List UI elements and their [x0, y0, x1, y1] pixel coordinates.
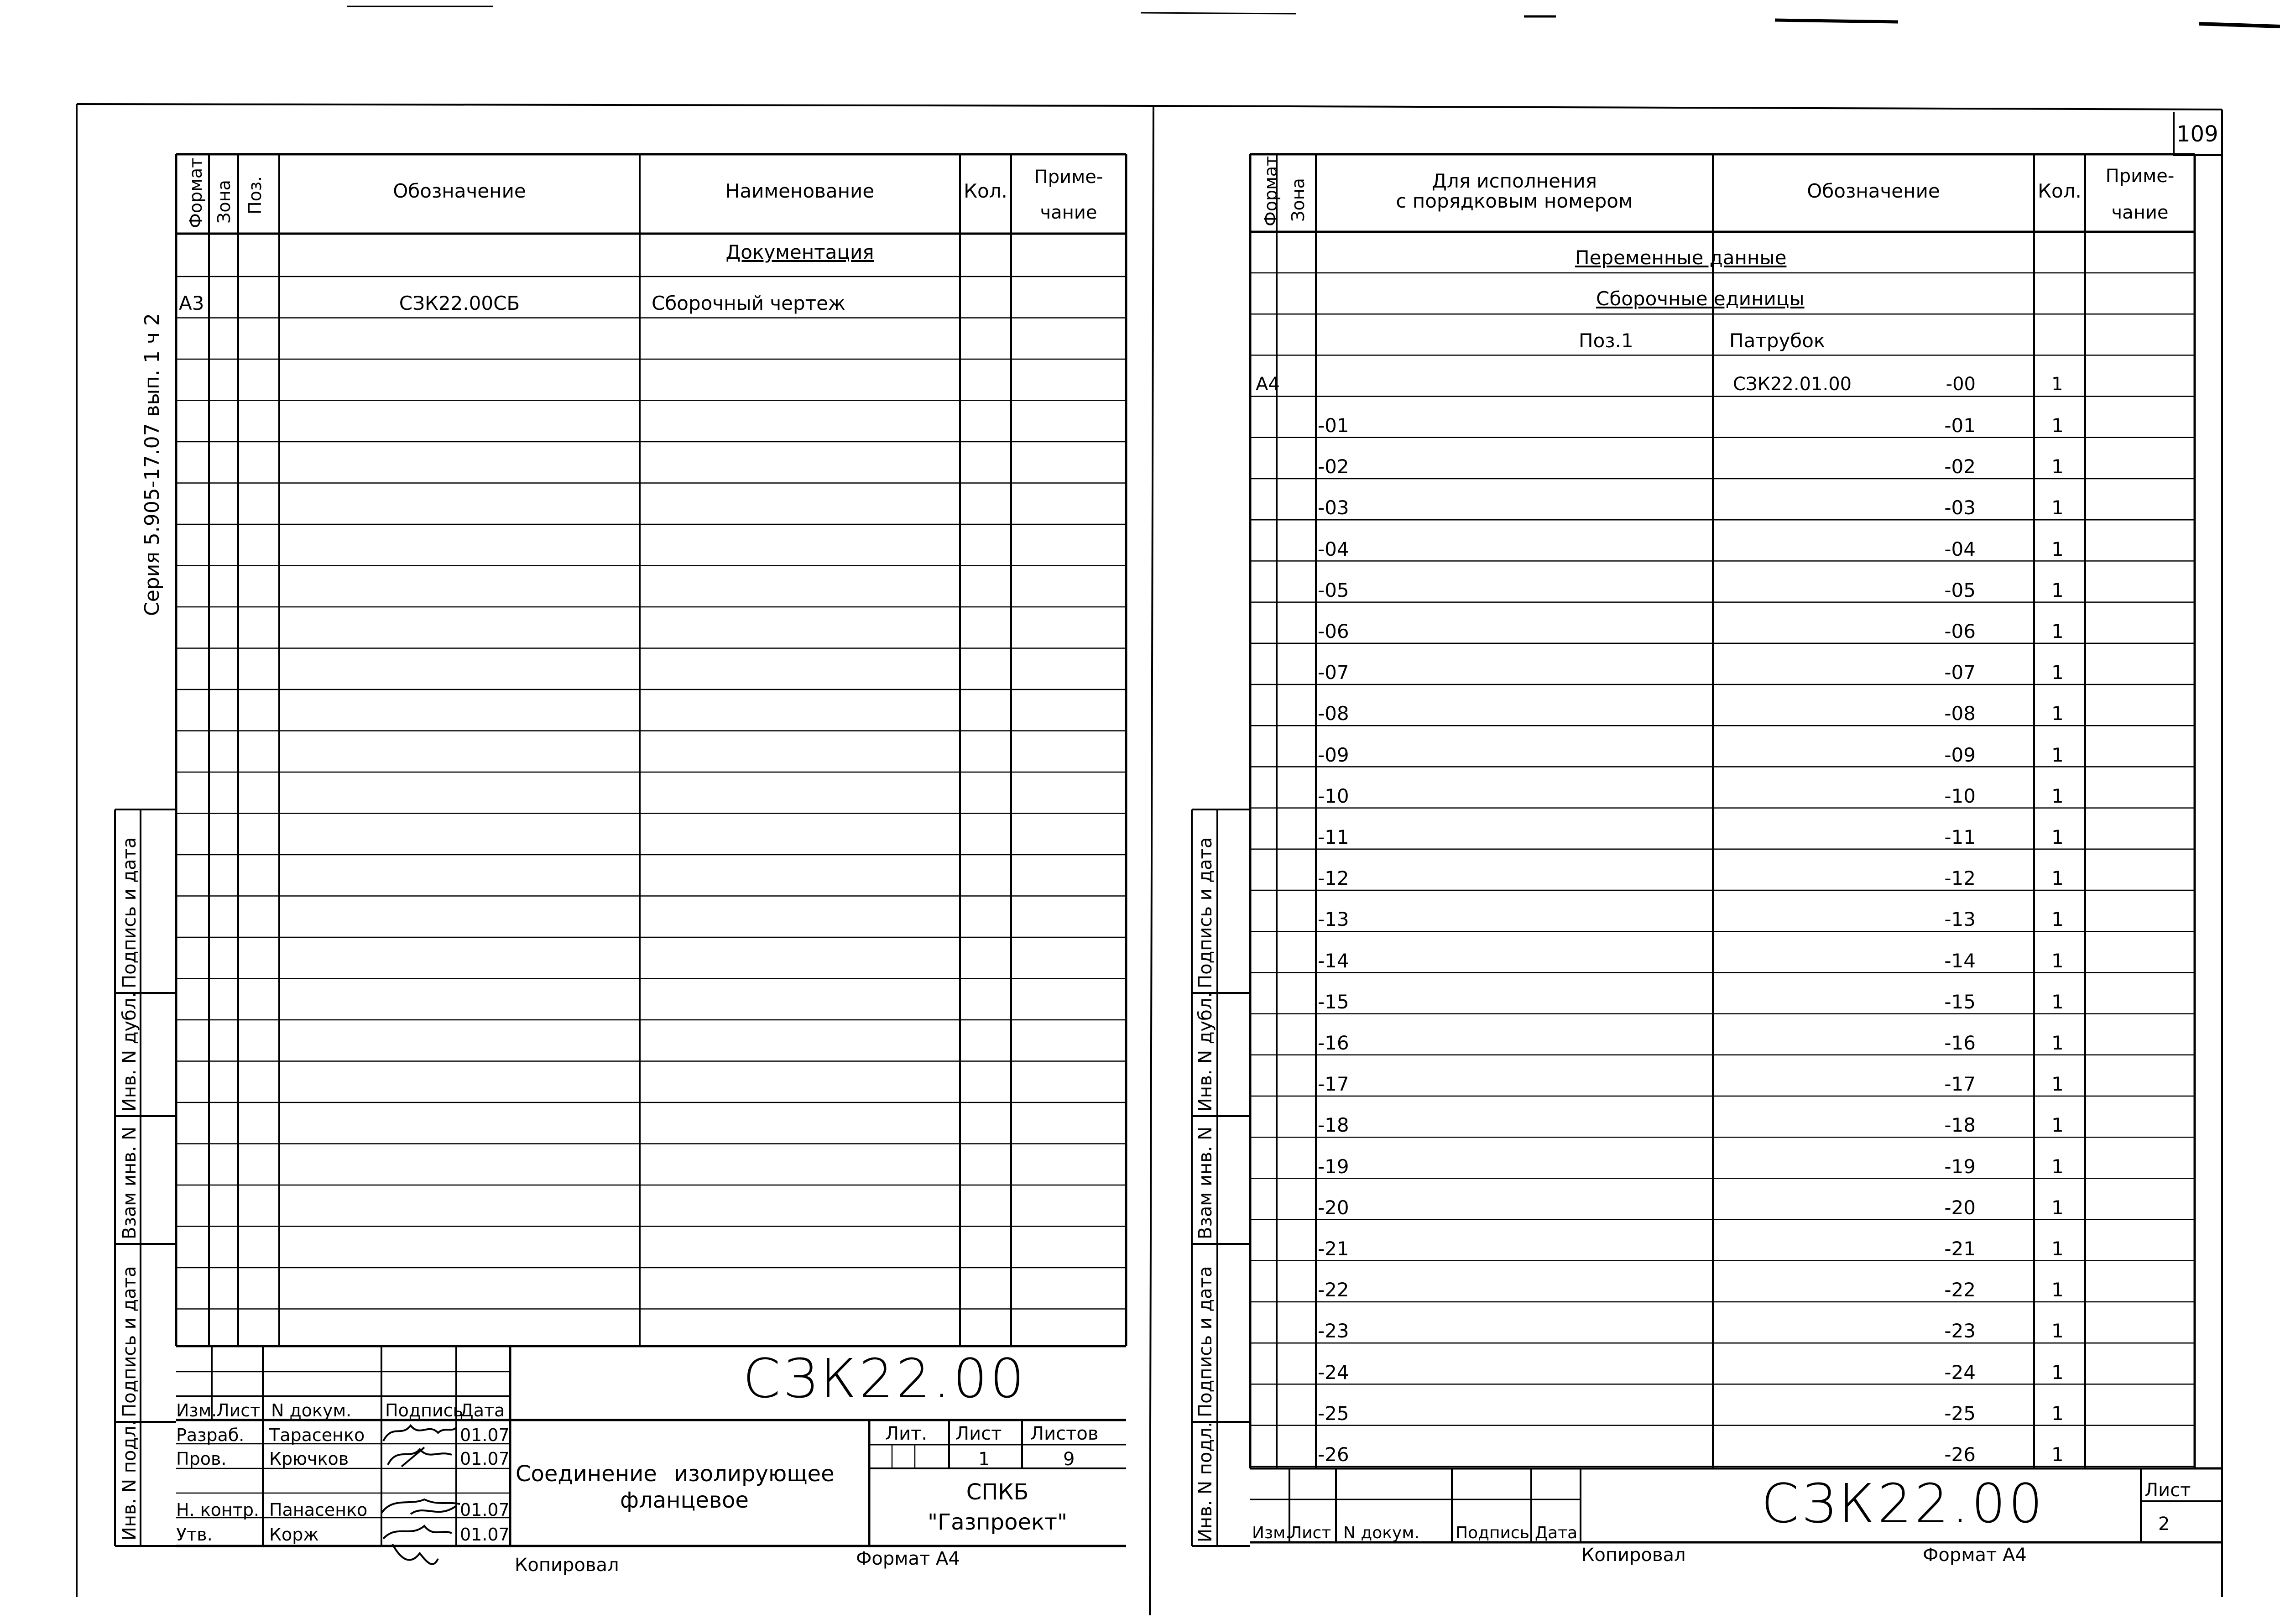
s2-variant-number: -25	[1318, 1402, 1349, 1425]
s2-variant-qty: 1	[2051, 1279, 2064, 1301]
s1-sheets-label: Листов	[1030, 1423, 1099, 1444]
s2-variant-number: -23	[1318, 1320, 1349, 1342]
s1-staff-role: Н. контр.	[176, 1500, 260, 1520]
s2-variant-number: -18	[1318, 1114, 1349, 1137]
s2-first-qty: 1	[2051, 374, 2063, 395]
s2-variant-qty: 1	[2051, 908, 2064, 931]
s2-variant-number: -16	[1318, 1032, 1349, 1054]
s2-header-designation: Обозначение	[1807, 180, 1940, 202]
s2-variant-number: -02	[1318, 455, 1349, 478]
s1-row-designation: СЗК22.00СБ	[399, 292, 520, 314]
s1-side-label-inv-orig: Инв. N подл.	[119, 1420, 140, 1540]
s2-variant-suffix: -13	[1944, 908, 1976, 931]
s2-variant-suffix: -08	[1944, 702, 1976, 725]
s2-header-note-2: чание	[2111, 202, 2169, 223]
s2-variant-number: -11	[1318, 826, 1349, 848]
s1-header-note-1: Приме-	[1034, 167, 1103, 188]
s1-row-name: Сборочный чертеж	[652, 292, 845, 314]
s2-variant-qty: 1	[2051, 1443, 2064, 1466]
s2-col-sign: Подпись	[1456, 1524, 1529, 1542]
s1-side-label-replace-inv: Взам инв. N	[119, 1126, 140, 1239]
s1-header-format: Формат	[186, 157, 206, 228]
s2-sheet-label: Лист	[2144, 1480, 2191, 1501]
s2-variant-qty: 1	[2051, 496, 2064, 519]
s1-sheet-label: Лист	[955, 1423, 1002, 1444]
s2-variant-suffix: -09	[1944, 743, 1976, 766]
s2-variant-suffix: -01	[1944, 414, 1976, 437]
s2-header-note-1: Приме-	[2105, 166, 2175, 187]
s1-org-line2: "Газпроект"	[927, 1509, 1068, 1535]
s2-variant-suffix: -17	[1944, 1073, 1976, 1096]
s2-variant-number: -06	[1318, 620, 1349, 642]
s2-header-variant-2: с порядковым номером	[1396, 190, 1633, 212]
s2-variant-qty: 1	[2051, 1238, 2064, 1260]
s2-variant-number: -10	[1318, 784, 1349, 807]
s2-side-label-inv-dupl: Инв. N дубл.	[1195, 992, 1216, 1112]
s2-variant-suffix: -24	[1944, 1361, 1976, 1384]
s1-row-format: А3	[179, 292, 204, 314]
s1-staff-name: Корж	[269, 1525, 319, 1545]
s2-col-list: Лист	[1289, 1524, 1331, 1542]
s1-staff-date: 01.07	[460, 1500, 510, 1520]
s2-pos-name: Патрубок	[1729, 329, 1826, 352]
s2-variant-number: -17	[1318, 1073, 1349, 1096]
s2-variant-suffix: -11	[1944, 826, 1976, 848]
s1-header-name: Наименование	[725, 180, 875, 202]
s2-variant-suffix: -20	[1944, 1196, 1976, 1219]
s2-variant-qty: 1	[2051, 1032, 2064, 1054]
s1-header-qty: Кол.	[964, 180, 1007, 202]
s2-variant-number: -26	[1318, 1443, 1349, 1466]
s1-footer-copied: Копировал	[515, 1555, 619, 1576]
s2-section-variable: Переменные данные	[1575, 246, 1787, 269]
s2-first-format: А4	[1256, 374, 1280, 395]
s1-header-zone: Зона	[214, 180, 234, 224]
s2-variant-suffix: -04	[1944, 538, 1976, 560]
s2-variant-qty: 1	[2051, 414, 2064, 437]
s2-variant-suffix: -02	[1944, 455, 1976, 478]
s2-variant-qty: 1	[2051, 784, 2064, 807]
s2-variant-suffix: -06	[1944, 620, 1976, 642]
s2-side-label-sign-date-2: Подпись и дата	[1195, 1266, 1216, 1417]
s2-variant-qty: 1	[2051, 661, 2064, 684]
s2-footer-copied: Копировал	[1581, 1545, 1686, 1566]
s2-variant-number: -22	[1318, 1279, 1349, 1301]
s2-variant-qty: 1	[2051, 1320, 2064, 1342]
s2-pos-label: Поз.1	[1579, 329, 1633, 352]
s2-variant-number: -13	[1318, 908, 1349, 931]
s1-col-list: Лист	[216, 1400, 261, 1420]
s1-title-code: СЗК22.00	[743, 1347, 1027, 1410]
s2-variant-qty: 1	[2051, 1155, 2064, 1178]
s1-staff-role: Пров.	[176, 1449, 227, 1469]
s2-first-designation: СЗК22.01.00	[1733, 374, 1852, 395]
s2-variant-suffix: -19	[1944, 1155, 1976, 1178]
s2-variant-number: -15	[1318, 990, 1349, 1013]
s2-variant-qty: 1	[2051, 620, 2064, 642]
s2-variant-number: -08	[1318, 702, 1349, 725]
s1-col-izm: Изм.	[176, 1400, 217, 1420]
s1-side-label-sign-date-2: Подпись и дата	[119, 1266, 140, 1417]
s2-variant-number: -21	[1318, 1238, 1349, 1260]
s2-variant-number: -09	[1318, 743, 1349, 766]
s2-variant-qty: 1	[2051, 990, 2064, 1013]
s2-variant-number: -04	[1318, 538, 1349, 560]
s1-side-label-sign-date: Подпись и дата	[119, 837, 140, 988]
s2-variant-suffix: -23	[1944, 1320, 1976, 1342]
s2-variant-number: -01	[1318, 414, 1349, 437]
s2-variant-qty: 1	[2051, 743, 2064, 766]
s1-header-designation: Обозначение	[393, 180, 526, 202]
s1-col-date: Дата	[460, 1400, 505, 1420]
side-series-label: Серия 5.905-17.07 вып. 1 ч 2	[141, 313, 164, 616]
s2-variant-qty: 1	[2051, 538, 2064, 560]
s2-variant-qty: 1	[2051, 1073, 2064, 1096]
s2-variant-suffix: -03	[1944, 496, 1976, 519]
s2-first-suffix: -00	[1946, 374, 1976, 395]
s2-variant-qty: 1	[2051, 949, 2064, 972]
s2-variant-number: -07	[1318, 661, 1349, 684]
s2-variant-qty: 1	[2051, 1196, 2064, 1219]
s2-header-qty: Кол.	[2038, 180, 2082, 202]
s1-staff-name: Тарасенко	[269, 1425, 365, 1445]
s2-variant-suffix: -12	[1944, 867, 1976, 890]
s2-variant-qty: 1	[2051, 1361, 2064, 1384]
s1-footer-format: Формат А4	[856, 1548, 960, 1569]
s2-variant-suffix: -18	[1944, 1114, 1976, 1137]
s2-header-format: Формат	[1261, 156, 1281, 226]
s1-lit-label: Лит.	[885, 1423, 928, 1444]
page-number: 109	[2176, 121, 2218, 147]
s1-title-line1: Соединение изолирующее	[516, 1461, 835, 1487]
s2-variant-suffix: -14	[1944, 949, 1976, 972]
s2-variant-number: -14	[1318, 949, 1349, 972]
s1-sheets-value: 9	[1063, 1449, 1075, 1470]
s2-variant-suffix: -15	[1944, 990, 1976, 1013]
s2-side-label-inv-orig: Инв. N подл.	[1195, 1421, 1216, 1542]
s2-side-label-replace-inv: Взам инв. N	[1195, 1126, 1216, 1239]
s2-variant-qty: 1	[2051, 702, 2064, 725]
s2-variant-number: -03	[1318, 496, 1349, 519]
s1-staff-name: Панасенко	[269, 1500, 368, 1520]
s1-col-ndoc: N докум.	[271, 1400, 352, 1420]
s2-variant-suffix: -16	[1944, 1032, 1976, 1054]
s1-staff-role: Утв.	[176, 1525, 213, 1545]
s2-variant-number: -19	[1318, 1155, 1349, 1178]
s2-variant-suffix: -25	[1944, 1402, 1976, 1425]
s2-variant-qty: 1	[2051, 867, 2064, 890]
s2-variant-qty: 1	[2051, 1402, 2064, 1425]
s1-staff-role: Разраб.	[176, 1425, 245, 1445]
s2-variant-suffix: -21	[1944, 1238, 1976, 1260]
s2-section-assembly: Сборочные единицы	[1596, 287, 1805, 310]
s2-variant-number: -20	[1318, 1196, 1349, 1219]
s2-variant-qty: 1	[2051, 1114, 2064, 1137]
sheet1-grid	[115, 154, 1126, 1546]
s2-sheet-value: 2	[2158, 1514, 2170, 1535]
s2-variant-suffix: -05	[1944, 579, 1976, 601]
s1-col-sign: Подпись	[385, 1400, 463, 1420]
s1-header-note-2: чание	[1040, 202, 1097, 223]
s2-col-ndoc: N докум.	[1343, 1524, 1419, 1542]
s2-col-date: Дата	[1535, 1524, 1578, 1542]
s2-title-code: СЗК22.00	[1761, 1472, 2045, 1535]
s2-variant-qty: 1	[2051, 826, 2064, 848]
s1-section-title: Документация	[725, 241, 874, 263]
s1-sheet-value: 1	[978, 1449, 990, 1470]
s1-staff-date: 01.07	[460, 1425, 510, 1445]
s1-side-label-inv-dupl: Инв. N дубл.	[119, 992, 140, 1112]
s1-staff-name: Крючков	[269, 1449, 349, 1469]
s2-variant-qty: 1	[2051, 455, 2064, 478]
s1-staff-date: 01.07	[460, 1525, 510, 1545]
s2-footer-format: Формат А4	[1923, 1545, 2027, 1566]
s1-header-pos: Поз.	[245, 176, 265, 214]
s2-header-variant-1: Для исполнения	[1432, 170, 1597, 192]
s2-variant-number: -05	[1318, 579, 1349, 601]
s2-variant-suffix: -07	[1944, 661, 1976, 684]
s1-staff-date: 01.07	[460, 1449, 510, 1469]
s1-title-line2: фланцевое	[620, 1488, 749, 1513]
s2-col-izm: Изм.	[1252, 1524, 1291, 1542]
s2-header-zone: Зона	[1288, 178, 1308, 222]
s2-variant-suffix: -10	[1944, 784, 1976, 807]
s2-variant-number: -12	[1318, 867, 1349, 890]
s2-variant-suffix: -26	[1944, 1443, 1976, 1466]
s2-variant-qty: 1	[2051, 579, 2064, 601]
s2-variant-number: -24	[1318, 1361, 1349, 1384]
s2-side-label-sign-date: Подпись и дата	[1195, 837, 1216, 988]
s2-variant-suffix: -22	[1944, 1279, 1976, 1301]
s1-org-line1: СПКБ	[966, 1479, 1029, 1505]
